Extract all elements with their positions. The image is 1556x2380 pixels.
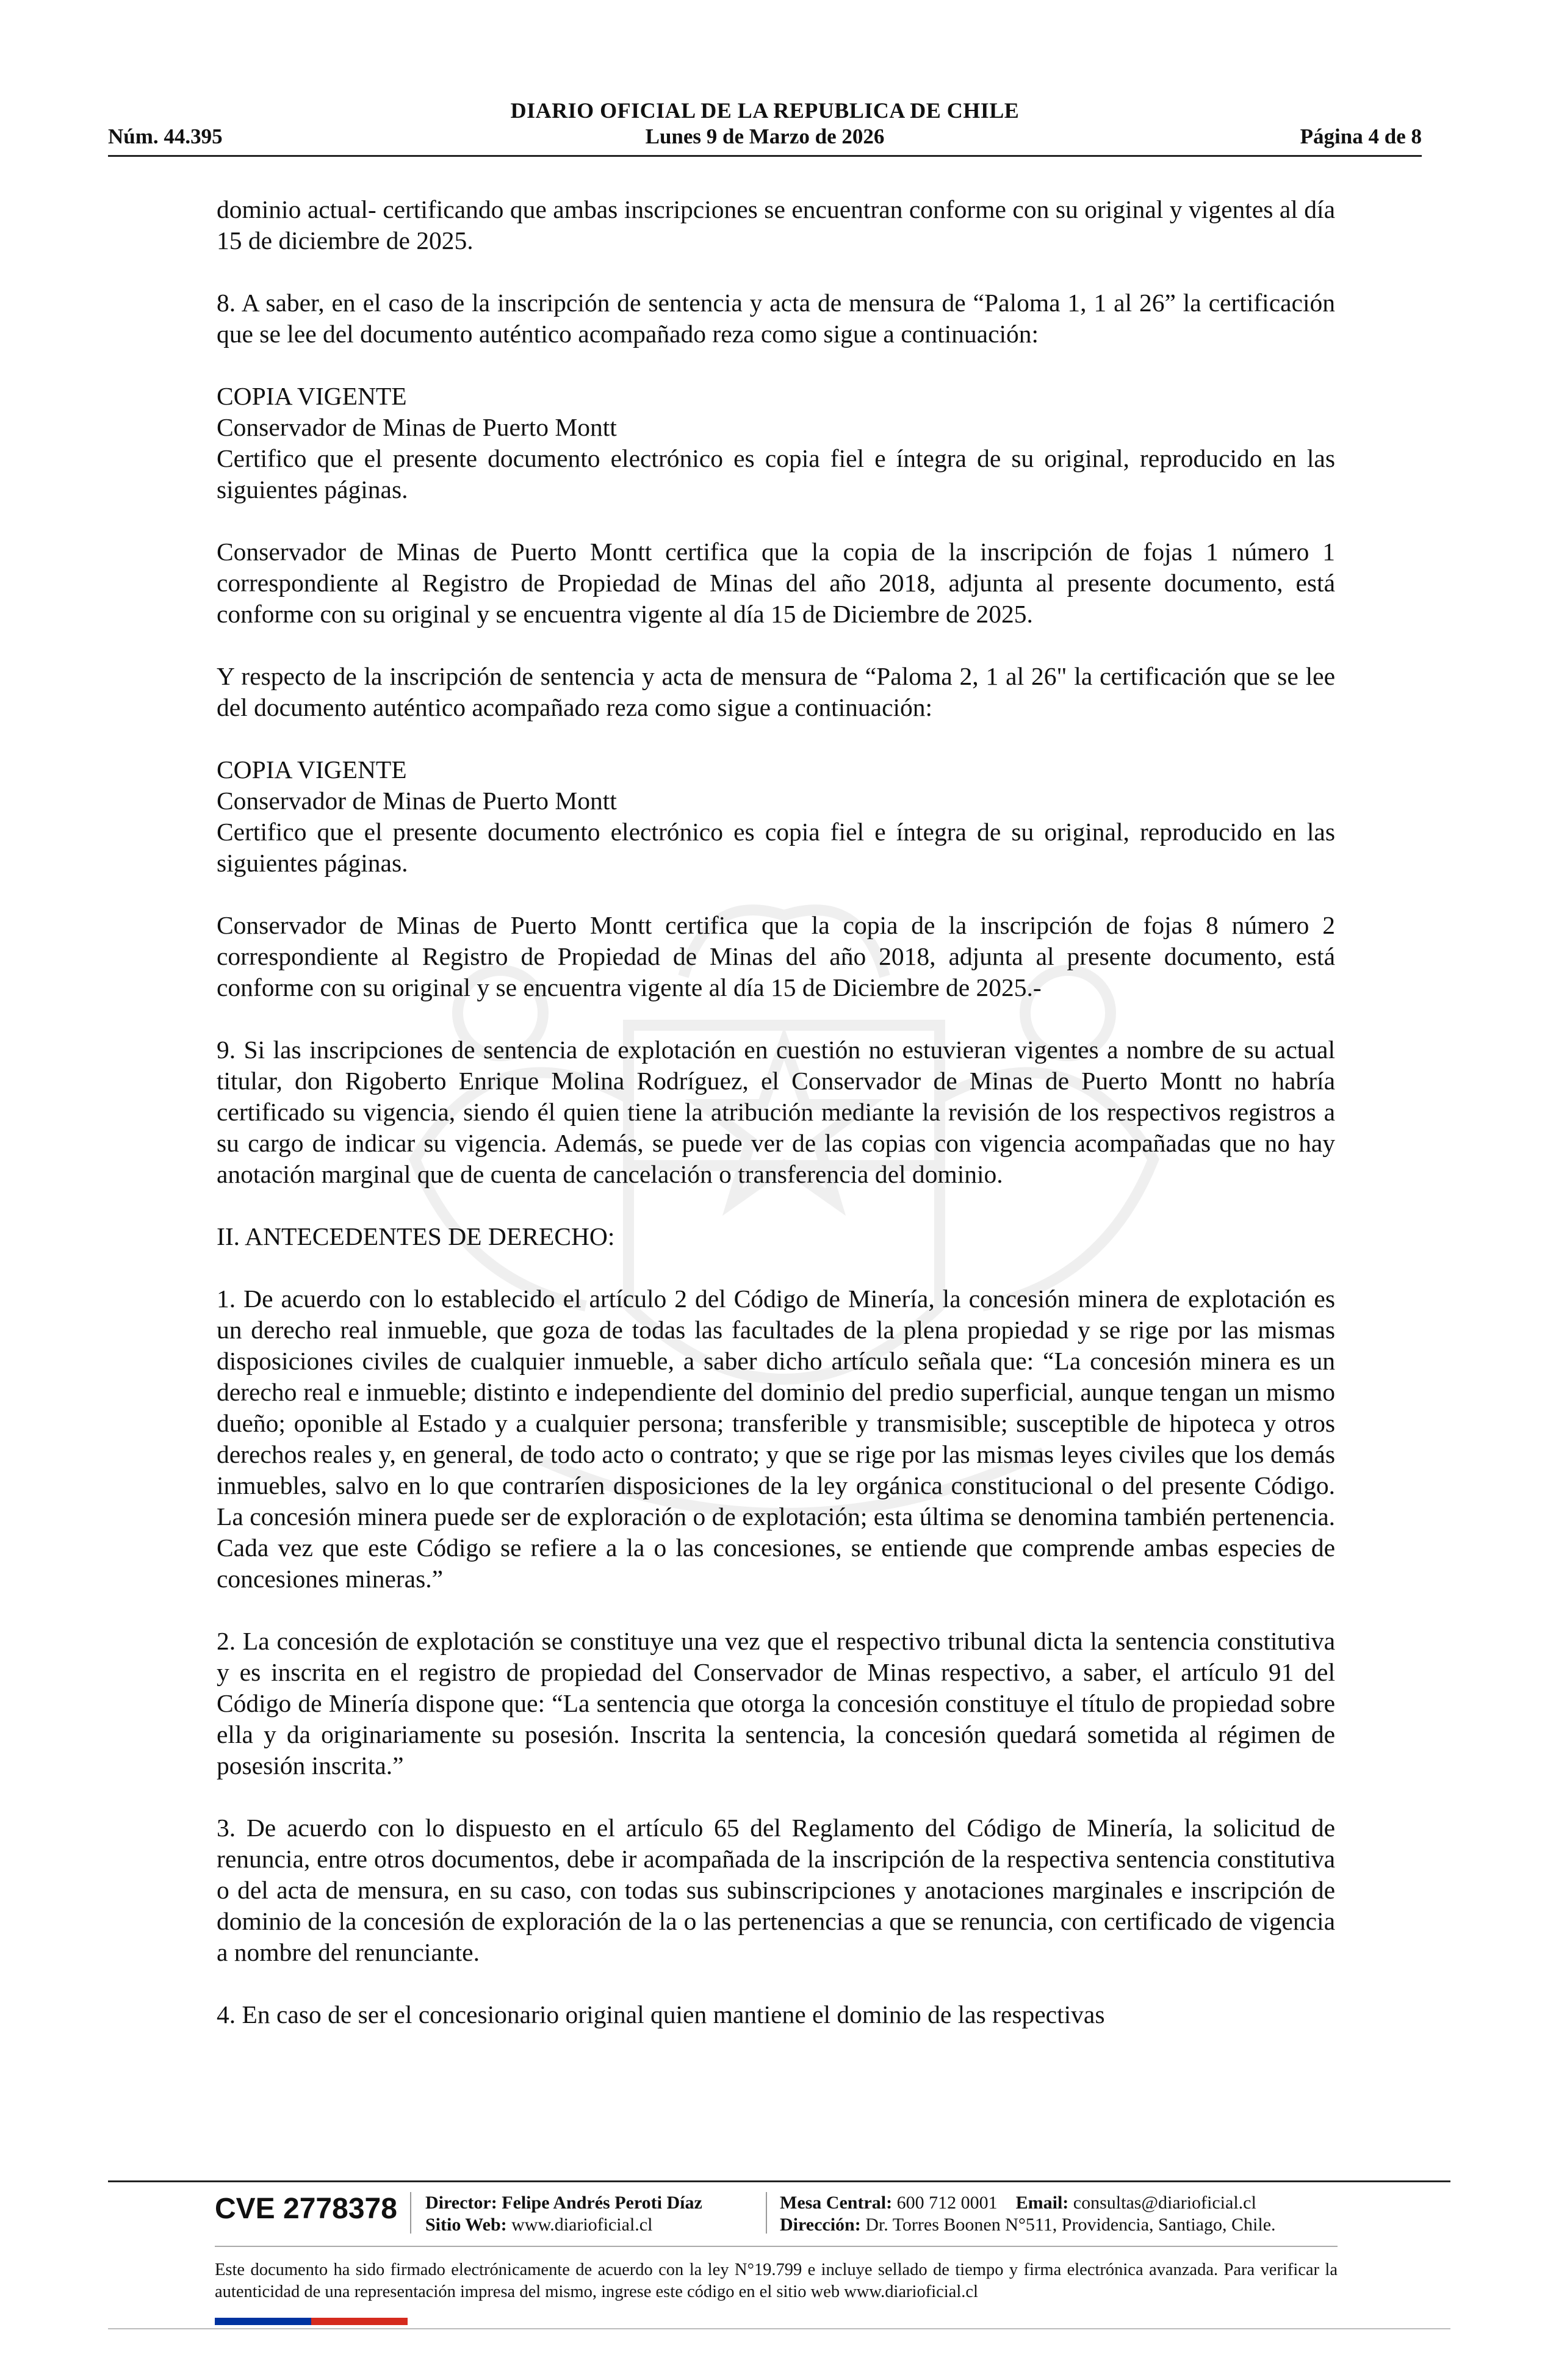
certificate-issuer: Conservador de Minas de Puerto Montt <box>217 413 617 441</box>
document-body <box>217 194 1335 2061</box>
flag-stripe-red <box>311 2318 408 2325</box>
cve-code: CVE 2778378 <box>215 2193 397 2225</box>
email-link[interactable]: consultas@diarioficial.cl <box>1073 2193 1256 2213</box>
director-name: Felipe Andrés Peroti Díaz <box>502 2193 702 2213</box>
paragraph: 4. En caso de ser el concesionario original quien mantiene el dominio de las respectivas <box>217 2000 1105 2028</box>
paragraph: 8. A saber, en el caso de la inscripción de sentencia y acta de mensura de “Paloma 1, 1 al 26” la certificación que se lee del documento auténtico acompañado reza como sigue a continuación: <box>217 289 1335 348</box>
director-label: Director: <box>425 2193 497 2213</box>
certificate-block <box>217 381 1335 505</box>
flag-stripe-blue <box>215 2318 311 2325</box>
paragraph: 3. De acuerdo con lo dispuesto en el artículo 65 del Reglamento del Código de Minería, la solicitud de renuncia, entre otros documentos, debe ir acompañada de la inscripción de la respectiva sentencia constitutiva o del acta de mensura, en su caso, con todas sus subinscripciones y anotaciones marginales e inscripción de dominio de la concesión de exploración de la o las pertenencias a que se renuncia, con certificado de vigencia a nombre del renunciante. <box>217 1814 1335 1966</box>
page-indicator: Página 4 de 8 <box>1300 124 1422 148</box>
certificate-issuer: Conservador de Minas de Puerto Montt <box>217 787 617 815</box>
flag-stripe <box>215 2318 408 2325</box>
email-label: Email: <box>1015 2193 1069 2213</box>
paragraph: 9. Si las inscripciones de sentencia de explotación en cuestión no estuvieran vigentes a nombre de su actual titular, don Rigoberto Enrique Molina Rodríguez, el Conservador de Minas de Puerto Montt no habría certificado su vigencia, siendo él quien tiene la atribución mediante la revisión de los respectivos registros a su cargo de indicar su vigencia. Además, se puede ver de las copias con vigencia acompañadas que no hay anotación marginal que de cuenta de cancelación o transferencia del dominio. <box>217 1036 1335 1188</box>
issue-number: Núm. 44.395 <box>108 124 223 148</box>
paragraph: dominio actual- certificando que ambas inscripciones se encuentran conforme con su original y vigentes al día 15 de diciembre de 2025. <box>217 195 1335 254</box>
paragraph: Conservador de Minas de Puerto Montt certifica que la copia de la inscripción de fojas 1 número 1 correspondiente al Registro de Propiedad de Minas del año 2018, adjunta al presente documento, está conforme con su original y se encuentra vigente al día 15 de Diciembre de 2025. <box>217 538 1335 628</box>
footer-contact-block <box>780 2192 1276 2236</box>
certificate-heading: COPIA VIGENTE <box>217 382 407 410</box>
mesa-label: Mesa Central: <box>780 2193 893 2213</box>
page-header <box>108 93 1422 160</box>
publication-date: Lunes 9 de Marzo de 2026 <box>645 124 885 148</box>
header-divider <box>108 155 1422 157</box>
footer-separator <box>766 2192 767 2234</box>
footer-divider <box>108 2328 1450 2329</box>
certificate-text: Certifico que el presente documento electrónico es copia fiel e íntegra de su original, reproducido en las siguientes páginas. <box>217 444 1335 503</box>
mesa-phone: 600 712 0001 <box>896 2193 998 2213</box>
certificate-block <box>217 754 1335 879</box>
footer-divider <box>108 2180 1450 2182</box>
paragraph: 1. De acuerdo con lo establecido el artículo 2 del Código de Minería, la concesión minera de explotación es un derecho real inmueble, que goza de todas las facultades de la plena propiedad y se rige por las mismas disposiciones civiles de cualquier inmueble, a saber dicho artículo señala que: “La concesión minera es un derecho real e inmueble; distinto e independiente del dominio del predio superficial, aunque tengan un mismo dueño; oponible al Estado y a cualquier persona; transferible y transmisible; susceptible de hipoteca y otros derechos reales y, en general, de todo acto o contrato; y que se rige por las mismas leyes civiles que los demás inmuebles, salvo en lo que contraríen disposiciones de la ley orgánica constitucional o del presente Código. La concesión minera puede ser de exploración o de explotación; esta última se denomina también pertenencia. Cada vez que este Código se refiere a la o las concesiones, se entiende que comprende ambas especies de concesiones mineras.” <box>217 1285 1335 1593</box>
address-value: Dr. Torres Boonen N°511, Providencia, Santiago, Chile. <box>865 2215 1276 2235</box>
footer-divider <box>215 2246 1338 2247</box>
paragraph: Conservador de Minas de Puerto Montt certifica que la copia de la inscripción de fojas 8 número 2 correspondiente al Registro de Propiedad de Minas del año 2018, adjunta al presente documento, está conforme con su original y se encuentra vigente al día 15 de Diciembre de 2025.- <box>217 911 1335 1001</box>
certificate-text: Certifico que el presente documento electrónico es copia fiel e íntegra de su original, reproducido en las siguientes páginas. <box>217 818 1335 877</box>
paragraph: 2. La concesión de explotación se constituye una vez que el respectivo tribunal dicta la sentencia constitutiva y es inscrita en el registro de propiedad del Conservador de Minas respectivo, a saber, el artículo 91 del Código de Minería dispone que: “La sentencia que otorga la concesión constituye el título de propiedad sobre ella y da originariamente su posesión. Inscrita la sentencia, la concesión quedará sometida al régimen de posesión inscrita.” <box>217 1627 1335 1780</box>
footer-separator <box>410 2192 411 2234</box>
section-heading: II. ANTECEDENTES DE DERECHO: <box>217 1222 615 1250</box>
website-link[interactable]: www.diarioficial.cl <box>511 2215 653 2235</box>
paragraph: Y respecto de la inscripción de sentencia y acta de mensura de “Paloma 2, 1 al 26" la certificación que se lee del documento auténtico acompañado reza como sigue a continuación: <box>217 662 1335 721</box>
website-label: Sitio Web: <box>425 2215 507 2235</box>
certificate-heading: COPIA VIGENTE <box>217 755 407 784</box>
address-label: Dirección: <box>780 2215 861 2235</box>
legal-notice: Este documento ha sido firmado electrónicamente de acuerdo con la ley N°19.799 e incluye sellado de tiempo y firma electrónica avanzada. Para verificar la autenticidad de una representación impresa del mismo, ingrese este código en el sitio web www.diarioficial.cl <box>215 2260 1338 2301</box>
publication-title: DIARIO OFICIAL DE LA REPUBLICA DE CHILE <box>510 98 1020 123</box>
footer-director-block <box>425 2192 702 2236</box>
